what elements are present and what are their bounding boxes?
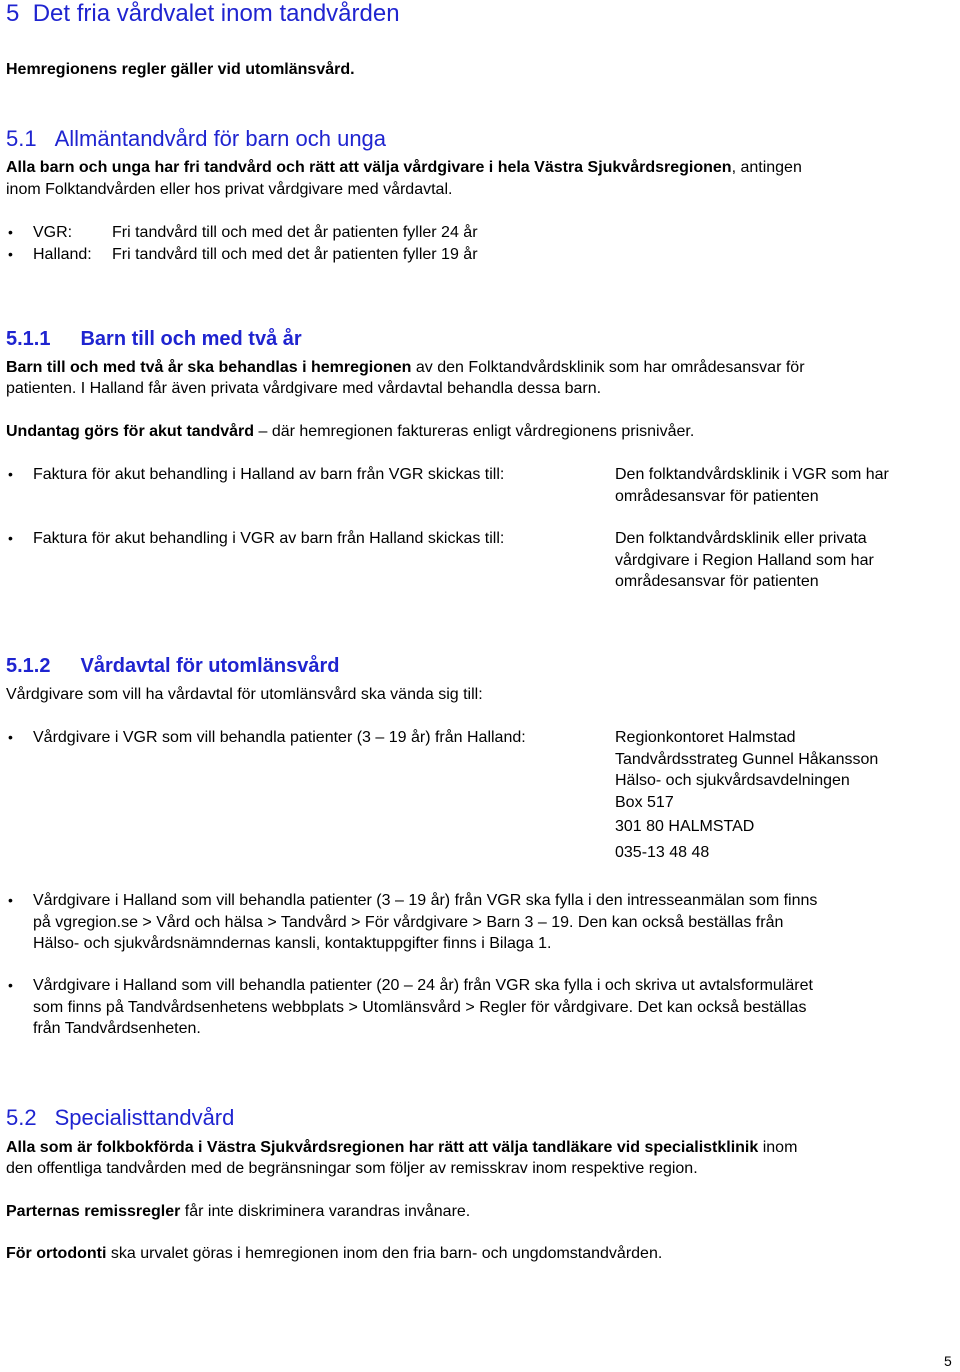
paragraph-5-1-1-line2: patienten. I Halland får även privata vårdgivare med vårdavtal behandla dessa barn. (6, 380, 602, 397)
contact-item-left: Vårdgivare i VGR som vill behandla patienter (3 – 19 år) från Halland: (33, 729, 526, 746)
paragraph-5-1-line1 (6, 157, 802, 179)
paragraph-5-1-1-line1 (6, 357, 805, 379)
section-5-1-2-heading (6, 654, 339, 678)
contact-address-line: Regionkontoret Halmstad (615, 729, 796, 746)
list-item-line: Vårdgivare i Halland som vill behandla patienter (3 – 19 år) från VGR ska fylla i den intresseanmälan som finns (33, 892, 818, 909)
invoice-item-right-line: vårdgivare i Region Halland som har (615, 552, 874, 569)
list-item-text: Fri tandvård till och med det år patienten fyller 24 år (112, 224, 478, 241)
bold-lead: Parternas remissregler (6, 1203, 181, 1220)
contact-phone: 035-13 48 48 (615, 844, 710, 861)
invoice-item-right-line: områdesansvar för patienten (615, 488, 819, 505)
paragraph-5-2-line2: den offentliga tandvården med de begränsningar som följer av remisskrav inom respektive region. (6, 1160, 698, 1177)
paragraph-orthodontics (6, 1243, 662, 1265)
bold-lead: Barn till och med två år ska behandlas i hemregionen (6, 359, 412, 376)
lead-rest: inom (758, 1139, 798, 1156)
section-number: 5.1.2 (6, 655, 51, 677)
invoice-item-left: Faktura för akut behandling i Halland av barn från VGR skickas till: (33, 466, 505, 483)
bold-lead: För ortodonti (6, 1245, 107, 1262)
page-number: 5 (944, 1353, 952, 1369)
list-item-label: VGR: (33, 224, 73, 241)
bullet-icon: • (8, 224, 13, 240)
lead-rest: , antingen (731, 159, 802, 176)
section-5-1-heading (6, 126, 386, 152)
bullet-icon: • (8, 729, 13, 745)
bullet-icon: • (8, 892, 13, 908)
section-title: Allmäntandvård för barn och unga (54, 126, 387, 151)
contact-address-line: Box 517 (615, 794, 674, 811)
section-title: Vårdavtal för utomlänsvård (80, 655, 340, 677)
section-number: 5.2 (6, 1105, 37, 1130)
invoice-item-right-line: Den folktandvårdsklinik i VGR som har (615, 466, 889, 483)
lead-rest: får inte diskriminera varandras invånare. (180, 1203, 471, 1220)
list-item-text: Fri tandvård till och med det år patienten fyller 19 år (112, 246, 478, 263)
lead-rest: av den Folktandvårdsklinik som har områdesansvar för (411, 359, 805, 376)
section-title: Det fria vårdvalet inom tandvården (32, 0, 400, 27)
list-item-label: Halland: (33, 246, 92, 263)
bold-lead: Alla barn och unga har fri tandvård och rätt att välja vårdgivare i hela Västra Sjukvårdsregionen (6, 159, 732, 176)
paragraph-referral-rules (6, 1201, 470, 1223)
lead-rest: ska urvalet göras i hemregionen inom den fria barn- och ungdomstandvården. (106, 1245, 663, 1262)
invoice-item-right-line: områdesansvar för patienten (615, 573, 819, 590)
paragraph-5-2-line1 (6, 1137, 797, 1159)
list-item-line: från Tandvårdsenheten. (33, 1020, 201, 1037)
bold-lead: Alla som är folkbokförda i Västra Sjukvårdsregionen har rätt att välja tandläkare vid specialistklinik (6, 1139, 759, 1156)
bullet-icon: • (8, 466, 13, 482)
invoice-item-left: Faktura för akut behandling i VGR av barn från Halland skickas till: (33, 530, 505, 547)
bullet-icon: • (8, 977, 13, 993)
section-title: Specialisttandvård (54, 1105, 235, 1130)
lead-rest: – där hemregionen faktureras enligt vårdregionens prisnivåer. (254, 423, 695, 440)
paragraph-5-1-line2: inom Folktandvården eller hos privat vårdgivare med vårdavtal. (6, 181, 453, 198)
section-5-heading (6, 0, 400, 28)
paragraph-exception (6, 421, 694, 443)
section-number: 5.1.1 (6, 328, 51, 350)
section-5-1-1-heading (6, 327, 302, 351)
list-item-line: på vgregion.se > Vård och hälsa > Tandvård > För vårdgivare > Barn 3 – 19. Den kan också beställas från (33, 914, 784, 931)
bold-lead: Undantag görs för akut tandvård (6, 423, 255, 440)
contact-address-line: 301 80 HALMSTAD (615, 818, 755, 835)
section-number: 5 (6, 0, 20, 27)
bullet-icon: • (8, 246, 13, 262)
contact-address-line: Hälso- och sjukvårdsavdelningen (615, 772, 850, 789)
section-5-2-heading (6, 1105, 234, 1131)
list-item-line: Hälso- och sjukvårdsnämndernas kansli, kontaktuppgifter finns i Bilaga 1. (33, 935, 552, 952)
section-title: Barn till och med två år (80, 328, 302, 350)
list-item-line: Vårdgivare i Halland som vill behandla patienter (20 – 24 år) från VGR ska fylla i och skriva ut avtalsformuläret (33, 977, 813, 994)
section-number: 5.1 (6, 126, 37, 151)
invoice-item-right-line: Den folktandvårdsklinik eller privata (615, 530, 867, 547)
paragraph-5-1-2-lead: Vårdgivare som vill ha vårdavtal för utomlänsvård ska vända sig till: (6, 686, 483, 703)
list-item-halland (33, 244, 92, 266)
bullet-icon: • (8, 530, 13, 546)
list-item-vgr (33, 222, 72, 244)
contact-address-line: Tandvårdsstrateg Gunnel Håkansson (615, 751, 879, 768)
list-item-line: som finns på Tandvårdsenhetens webbplats > Utomlänsvård > Regler för vårdgivare. Det kan också beställas (33, 999, 807, 1016)
intro-text: Hemregionens regler gäller vid utomlänsvård. (6, 61, 355, 78)
